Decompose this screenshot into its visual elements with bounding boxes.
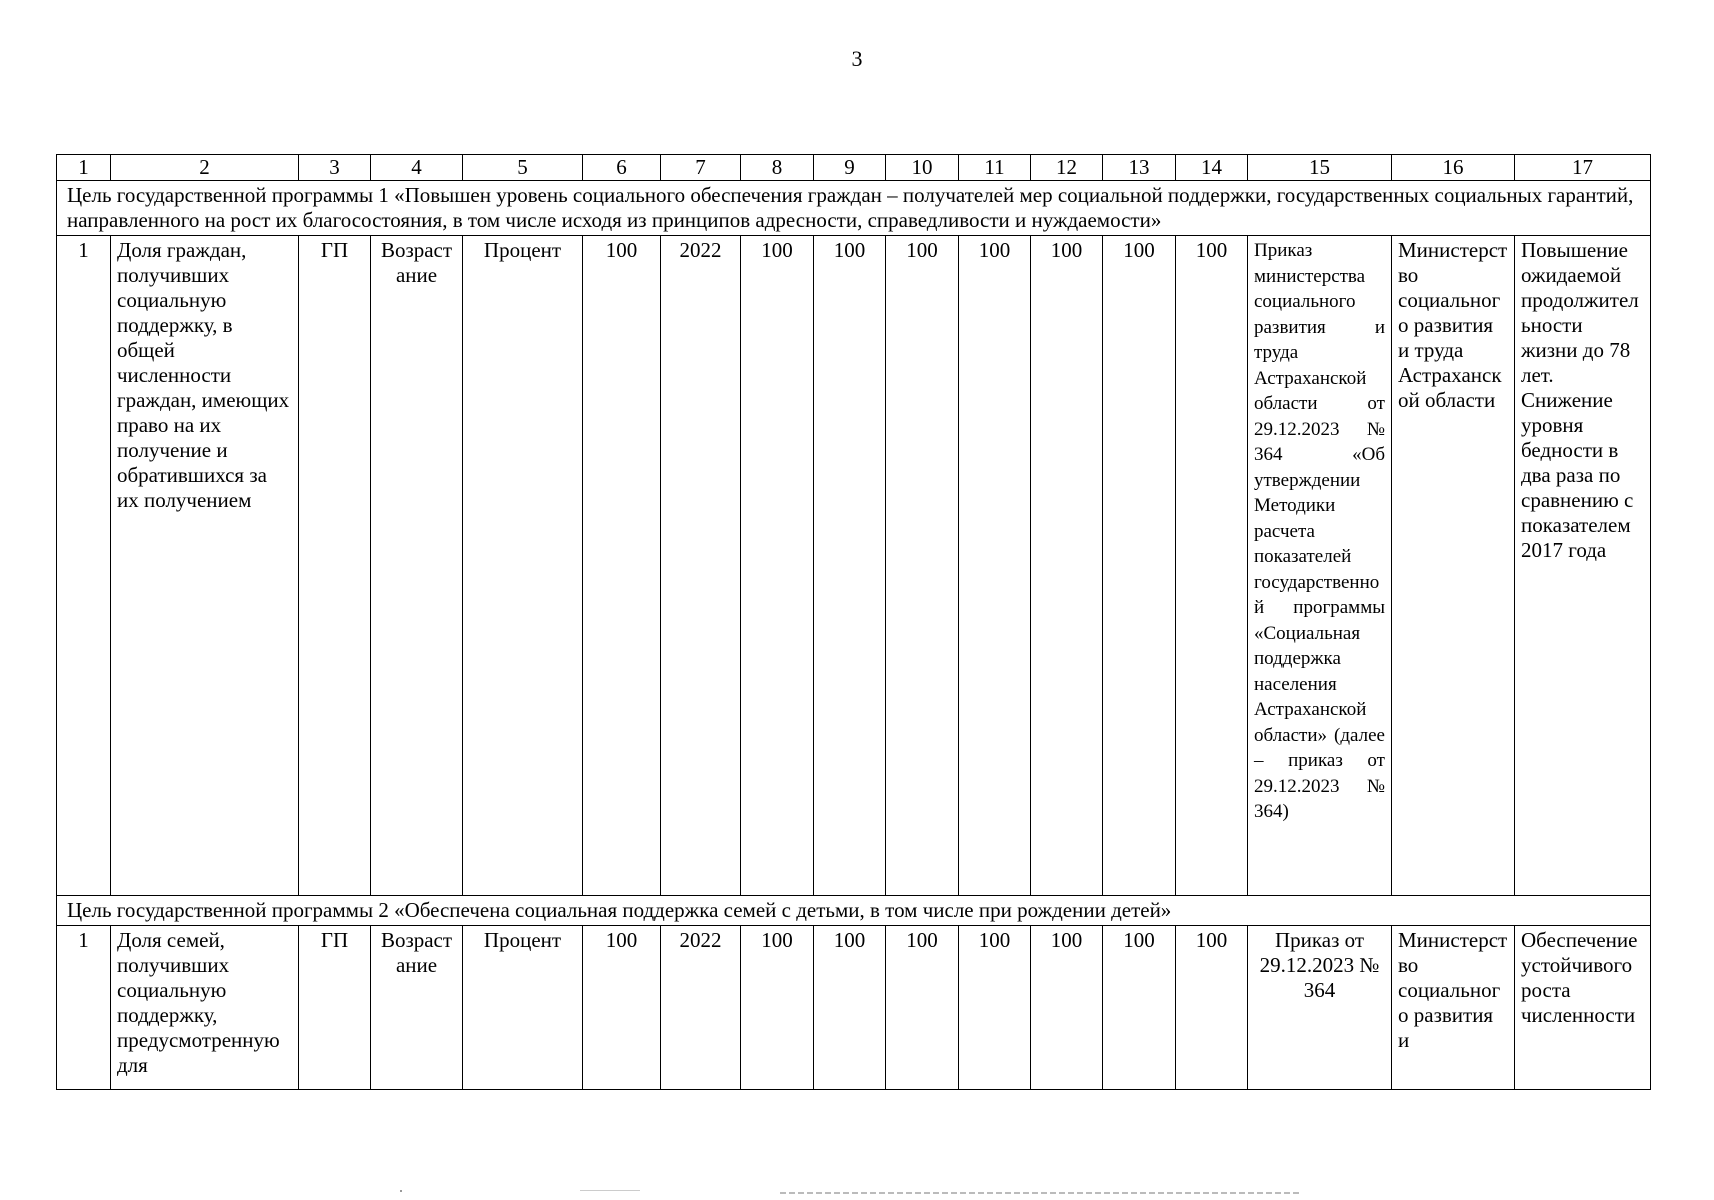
responsible-body: Министерство социального развития и (1392, 926, 1515, 1090)
header-cell: 17 (1515, 155, 1651, 181)
header-cell: 2 (111, 155, 299, 181)
value-cell: 100 (1031, 926, 1103, 1090)
document-reference: Приказ министерства социального развития и труда Астраханской области от 29.12.2023 № 364 «Об утверждении Методики расчета показателей государственной программы «Социальная поддержка населения Астраханской области» (далее – приказ от 29.12.2023 № 364) (1248, 236, 1392, 896)
header-cell: 15 (1248, 155, 1392, 181)
header-cell: 7 (661, 155, 741, 181)
value-cell: 100 (886, 926, 959, 1090)
indicator-trend: Возрастание (371, 236, 463, 896)
value-cell: 100 (1103, 926, 1176, 1090)
base-year: 2022 (661, 236, 741, 896)
indicator-name: Доля семей, получивших социальную поддержку, предусмотренную для (111, 926, 299, 1090)
national-goal-link: Повышение ожидаемой продолжительности жизни до 78 лет. Снижение уровня бедности в два раза по сравнению с показателем 2017 года (1515, 236, 1651, 896)
header-cell: 9 (814, 155, 886, 181)
scan-artifact-dot (400, 1190, 402, 1192)
indicator-name: Доля граждан, получивших социальную поддержку, в общей численности граждан, имеющих право на их получение и обратившихся за их получением (111, 236, 299, 896)
header-cell: 12 (1031, 155, 1103, 181)
header-cell: 16 (1392, 155, 1515, 181)
header-cell: 3 (299, 155, 371, 181)
indicator-unit: Процент (463, 926, 583, 1090)
goal-row (57, 896, 1651, 926)
value-cell: 100 (1103, 236, 1176, 896)
scan-artifact-line (580, 1190, 640, 1191)
value-cell: 100 (741, 236, 814, 896)
indicator-level: ГП (299, 236, 371, 896)
value-cell: 100 (814, 236, 886, 896)
header-cell: 4 (371, 155, 463, 181)
national-goal-link: Обеспечение устойчивого роста численности (1515, 926, 1651, 1090)
base-year: 2022 (661, 926, 741, 1090)
header-cell: 8 (741, 155, 814, 181)
table-row (57, 926, 1651, 1090)
value-cell: 100 (1176, 926, 1248, 1090)
indicator-unit: Процент (463, 236, 583, 896)
indicators-table (56, 154, 1651, 1090)
goal-1-text: Цель государственной программы 1 «Повышен уровень социального обеспечения граждан – получателей мер социальной поддержки, государственных социальных гарантий, направленного на рост их благосостояния, в том числе исходя из принципов адресности, справедливости и нуждаемости» (57, 181, 1651, 236)
value-cell: 100 (886, 236, 959, 896)
table-row (57, 236, 1651, 896)
value-cell: 100 (741, 926, 814, 1090)
page-number: 3 (851, 46, 863, 71)
header-cell: 13 (1103, 155, 1176, 181)
goal-2-text: Цель государственной программы 2 «Обеспечена социальная поддержка семей с детьми, в том числе при рождении детей» (57, 896, 1651, 926)
header-cell: 5 (463, 155, 583, 181)
base-value: 100 (583, 926, 661, 1090)
header-cell: 1 (57, 155, 111, 181)
header-cell: 11 (959, 155, 1031, 181)
base-value: 100 (583, 236, 661, 896)
indicator-level: ГП (299, 926, 371, 1090)
value-cell: 100 (959, 236, 1031, 896)
header-row (57, 155, 1651, 181)
document-reference: Приказ от 29.12.2023 № 364 (1248, 926, 1392, 1090)
value-cell: 100 (959, 926, 1031, 1090)
value-cell: 100 (1031, 236, 1103, 896)
row-number: 1 (57, 236, 111, 896)
indicator-trend: Возрастание (371, 926, 463, 1090)
header-cell: 6 (583, 155, 661, 181)
value-cell: 100 (1176, 236, 1248, 896)
goal-row (57, 181, 1651, 236)
header-cell: 14 (1176, 155, 1248, 181)
scan-artifact-line (780, 1192, 1300, 1194)
value-cell: 100 (814, 926, 886, 1090)
header-cell: 10 (886, 155, 959, 181)
row-number: 1 (57, 926, 111, 1090)
responsible-body: Министерство социального развития и труда Астраханской области (1392, 236, 1515, 896)
